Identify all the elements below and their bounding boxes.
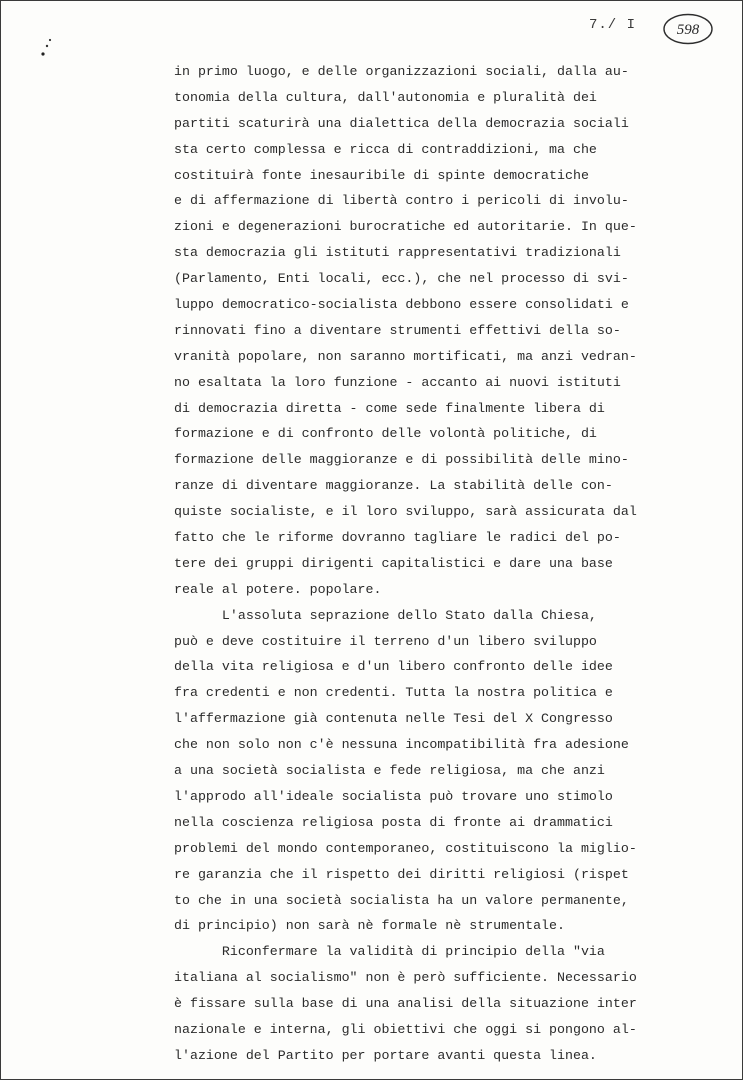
text-line: l'affermazione già contenuta nelle Tesi del X Congresso (174, 711, 613, 727)
text-line: tonomia della cultura, dall'autonomia e pluralità dei (174, 89, 597, 105)
text-line: Riconfermare la validità di principio della "via (174, 944, 605, 960)
text-line: (Parlamento, Enti locali, ecc.), che nel processo di svi- (174, 271, 629, 287)
text-line: l'azione del Partito per portare avanti questa linea. (174, 1047, 597, 1063)
text-line: to che in una società socialista ha un valore permanente, (174, 892, 629, 908)
text-line: e di affermazione di libertà contro i pericoli di involu- (174, 193, 629, 209)
archive-stamp-number: 598 (676, 22, 700, 38)
text-line: L'assoluta seprazione dello Stato dalla Chiesa, (174, 607, 597, 623)
text-line: zioni e degenerazioni burocratiche ed autoritarie. In que- (174, 219, 637, 235)
body-text (174, 59, 704, 1069)
text-line: in primo luogo, e delle organizzazioni sociali, dalla au- (174, 64, 629, 79)
ink-speck-mark (39, 37, 53, 59)
text-line: fra credenti e non credenti. Tutta la nostra politica e (174, 685, 613, 701)
text-line: nazionale e interna, gli obiettivi che oggi si pongono al- (174, 1021, 637, 1037)
text-line: quiste socialiste, e il loro sviluppo, sarà assicurata dal (174, 504, 637, 520)
text-line: costituirà fonte inesauribile di spinte democratiche (174, 167, 589, 183)
text-line: formazione e di confronto delle volontà politiche, di (174, 426, 597, 442)
text-line: di democrazia diretta - come sede finalmente libera di (174, 400, 605, 416)
archive-stamp (662, 12, 714, 46)
text-line: l'approdo all'ideale socialista può trovare uno stimolo (174, 788, 613, 804)
text-line: italiana al socialismo" non è però sufficiente. Necessario (174, 970, 637, 986)
text-line: luppo democratico-socialista debbono essere consolidati e (174, 297, 629, 313)
text-line: di principio) non sarà nè formale nè strumentale. (174, 918, 565, 934)
text-line: sta certo complessa e ricca di contraddizioni, ma che (174, 141, 597, 157)
text-line: sta democrazia gli istituti rappresentativi tradizionali (174, 245, 621, 261)
text-line: è fissare sulla base di una analisi della situazione inter (174, 996, 637, 1012)
text-line: della vita religiosa e d'un libero confronto delle idee (174, 659, 613, 675)
text-line: rinnovati fino a diventare strumenti effettivi della so- (174, 322, 621, 338)
text-line: tere dei gruppi dirigenti capitalistici e dare una base (174, 555, 613, 571)
text-line: reale al potere. popolare. (174, 581, 382, 597)
text-line: formazione delle maggioranze e di possibilità delle mino- (174, 452, 629, 468)
text-line: nella coscienza religiosa posta di fronte ai drammatici (174, 814, 613, 830)
text-line: fatto che le riforme dovranno tagliare le radici del po- (174, 530, 621, 546)
text-line: no esaltata la loro funzione - accanto ai nuovi istituti (174, 374, 621, 390)
text-line: re garanzia che il rispetto dei diritti religiosi (rispet (174, 866, 629, 882)
text-line: partiti scaturirà una dialettica della democrazia sociali (174, 115, 629, 131)
text-line: che non solo non c'è nessuna incompatibilità fra adesione (174, 737, 629, 753)
text-line: ranze di diventare maggioranze. La stabilità delle con- (174, 478, 613, 494)
text-line: problemi del mondo contemporaneo, costituiscono la miglio- (174, 840, 637, 856)
page-number: 7./ I (589, 17, 637, 33)
text-line: a una società socialista e fede religiosa, ma che anzi (174, 763, 605, 779)
text-line: può e deve costituire il terreno d'un libero sviluppo (174, 633, 597, 649)
text-line: vranità popolare, non saranno mortificati, ma anzi vedran- (174, 348, 637, 364)
